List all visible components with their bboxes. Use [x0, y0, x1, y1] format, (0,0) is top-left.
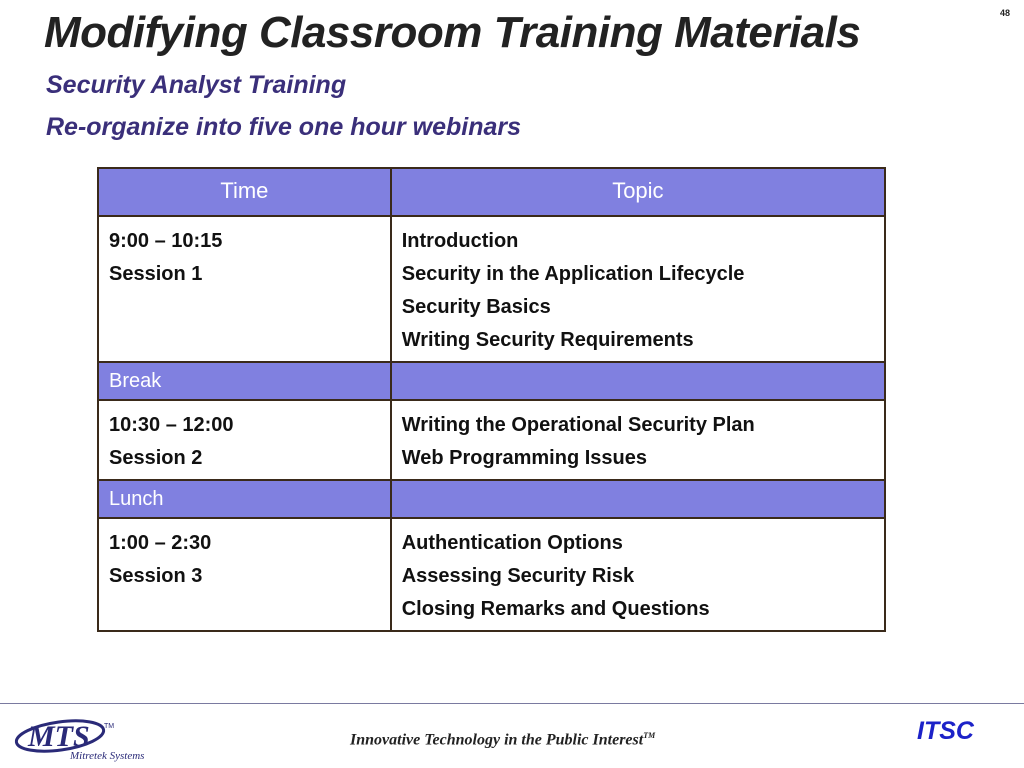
table-row-session-3 [98, 518, 885, 631]
header-time: Time [98, 168, 391, 216]
session-3-label: Session 3 [109, 565, 203, 587]
tagline-text: Innovative Technology in the Public Interest [350, 731, 644, 749]
topic-item: Assessing Security Risk [401, 565, 635, 587]
table-row-session-2 [98, 400, 885, 480]
session-2-time-cell [98, 400, 391, 480]
subtitle-course: Security Analyst Training [46, 71, 347, 99]
topic-item: Introduction [401, 230, 519, 252]
session-1-topics-cell [391, 216, 885, 362]
header-topic: Topic [391, 168, 885, 216]
lunch-empty-cell [391, 480, 885, 518]
page-number: 48 [999, 8, 1010, 18]
subtitle-plan: Re-organize into five one hour webinars [46, 113, 522, 141]
footer-divider [0, 703, 1024, 704]
session-1-time: 9:00 – 10:15 [109, 230, 223, 252]
topic-item: Writing the Operational Security Plan [401, 414, 755, 436]
logo-subtext: Mitretek Systems [70, 750, 145, 762]
footer-tagline [350, 731, 655, 749]
session-2-topics-cell [391, 400, 885, 480]
table-row-lunch [98, 480, 885, 518]
session-2-label: Session 2 [109, 447, 203, 469]
topic-item: Authentication Options [401, 532, 623, 554]
schedule-table [97, 167, 886, 632]
org-label: ITSC [917, 717, 974, 745]
logo-text: MTS [28, 720, 90, 753]
topic-item: Web Programming Issues [401, 447, 647, 469]
table-header-row [98, 168, 885, 216]
session-3-topics-cell [391, 518, 885, 631]
topic-item: Writing Security Requirements [401, 329, 694, 351]
session-3-time-cell [98, 518, 391, 631]
break-label: Break [98, 362, 391, 400]
tagline-trademark: TM [643, 731, 656, 740]
lunch-label: Lunch [98, 480, 391, 518]
topic-item: Closing Remarks and Questions [401, 598, 710, 620]
topic-item: Security Basics [401, 296, 551, 318]
slide-title: Modifying Classroom Training Materials [44, 8, 861, 57]
break-empty-cell [391, 362, 885, 400]
session-1-time-cell [98, 216, 391, 362]
session-2-time: 10:30 – 12:00 [109, 414, 234, 436]
topic-item: Security in the Application Lifecycle [401, 263, 745, 285]
table-row-session-1 [98, 216, 885, 362]
logo-trademark: TM [104, 723, 115, 730]
session-3-time: 1:00 – 2:30 [109, 532, 212, 554]
table-row-break [98, 362, 885, 400]
mts-logo [12, 708, 172, 764]
session-1-label: Session 1 [109, 263, 203, 285]
